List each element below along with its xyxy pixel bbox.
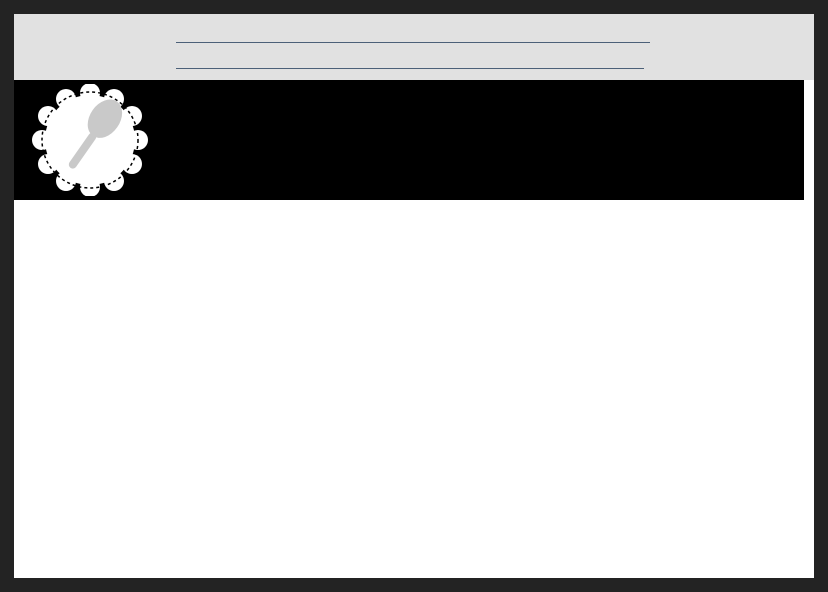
order-grid bbox=[14, 14, 814, 578]
order-form-sheet bbox=[14, 14, 814, 578]
